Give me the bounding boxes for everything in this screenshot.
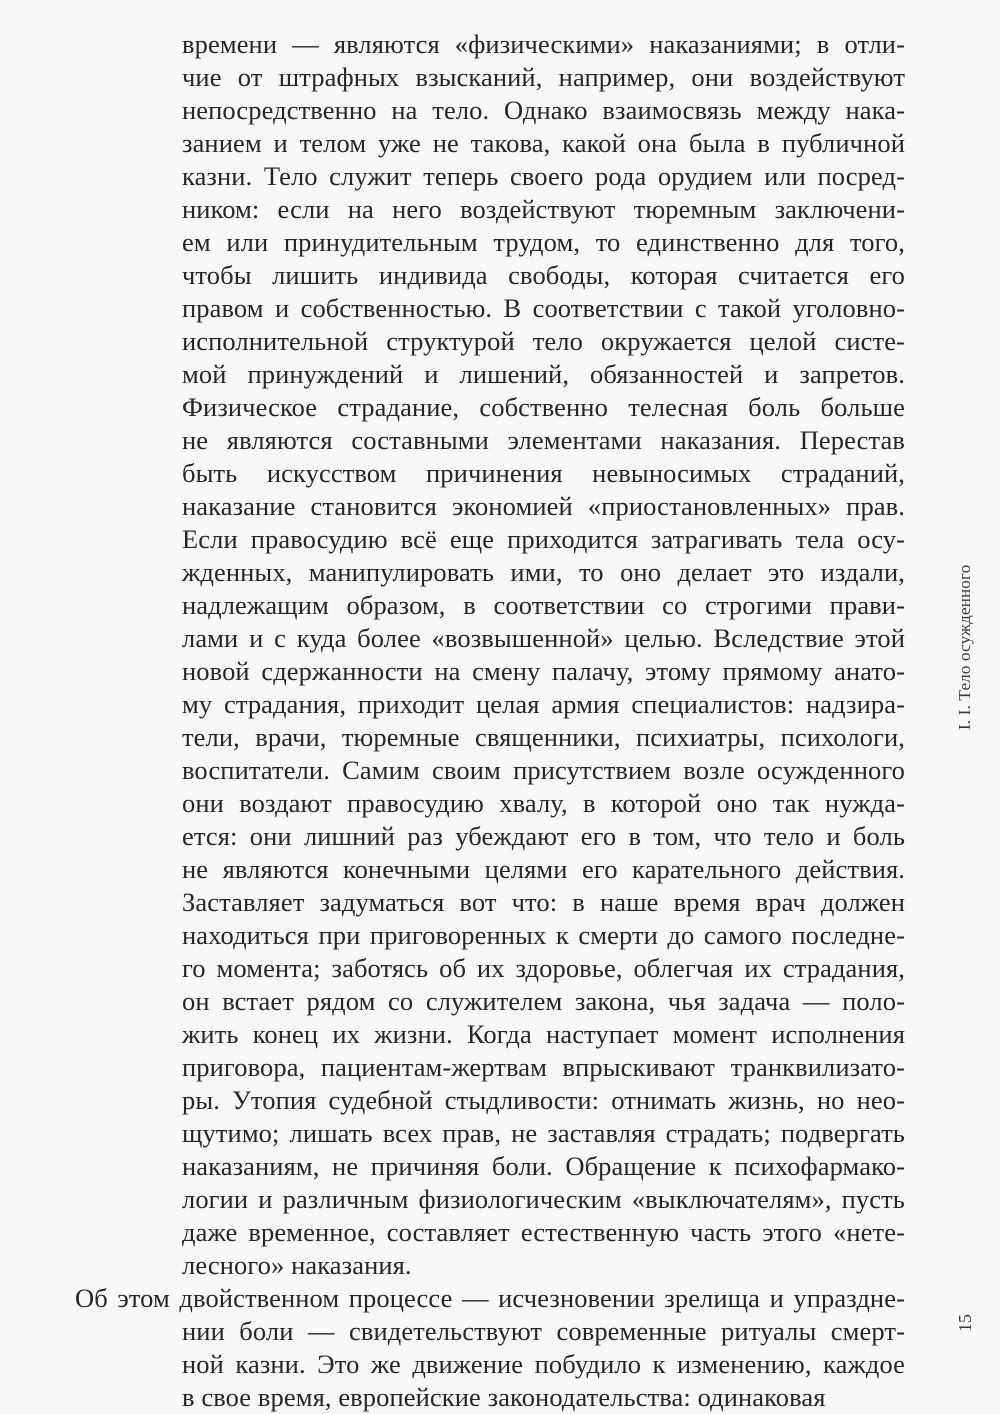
text-line: мой принуждений и лишений, обязанностей и запретов.: [182, 359, 905, 389]
text-line: му страдания, приходит целая армия специалистов: надзира-: [182, 689, 905, 719]
text-line: он встает рядом со служителем закона, чья задача — поло-: [182, 986, 905, 1016]
text-line: ником: если на него воздействуют тюремным заключени-: [182, 194, 905, 224]
text-line: наказание становится экономией «приостановленных» прав.: [182, 491, 905, 521]
text-line: правом и собственностью. В соответствии с такой уголовно-: [182, 293, 905, 323]
text-line: ем или принудительным трудом, то единственно для того,: [182, 227, 905, 257]
text-line: не являются составными элементами наказания. Перестав: [182, 425, 905, 455]
text-line: Физическое страдание, собственно телесная боль больше: [182, 392, 905, 422]
text-line: тели, врачи, тюремные священники, психиатры, психологи,: [182, 722, 905, 752]
text-line: чтобы лишить индивида свободы, которая считается его: [182, 260, 905, 290]
text-line: наказаниям, не причиняя боли. Обращение к психофармако-: [182, 1151, 905, 1181]
text-line: воспитатели. Самим своим присутствием возле осужденного: [182, 755, 905, 785]
text-line: го момента; заботясь об их здоровье, облегчая их страдания,: [182, 953, 905, 983]
text-line: исполнительной структурой тело окружается целой систе-: [182, 326, 905, 356]
text-line: быть искусством причинения невыносимых страданий,: [182, 458, 905, 488]
text-line: Если правосудию всё еще приходится затрагивать тела осу-: [182, 524, 905, 554]
text-line: Заставляет задуматься вот что: в наше время врач должен: [182, 887, 905, 917]
text-line: надлежащим образом, в соответствии со строгими прави-: [182, 590, 905, 620]
text-line: жденных, манипулировать ими, то оно делает это издали,: [182, 557, 905, 587]
page-number: 15: [955, 1314, 975, 1332]
text-line: казни. Тело служит теперь своего рода орудием или посред-: [182, 161, 905, 191]
text-line: не являются конечными целями его карательного действия.: [182, 854, 905, 884]
text-line: занием и телом уже не такова, какой она была в публичной: [182, 128, 905, 158]
running-head: I. I. Тело осужденного: [955, 564, 974, 730]
text-line: нии боли — свидетельствуют современные ритуалы смерт-: [182, 1316, 905, 1346]
text-line: непосредственно на тело. Однако взаимосвязь между нака-: [182, 95, 905, 125]
text-line: они воздают правосудию хвалу, в которой оно так нужда-: [182, 788, 905, 818]
text-line: лесного» наказания.: [182, 1250, 412, 1280]
text-line: даже временное, составляет естественную часть этого «нете-: [182, 1217, 905, 1247]
text-line: находиться при приговоренных к смерти до самого последне-: [182, 920, 905, 950]
text-line: Об этом двойственном процессе — исчезновении зрелища и упраздне-: [75, 1283, 905, 1313]
text-line: щутимо; лишать всех прав, не заставляя страдать; подвергать: [182, 1118, 905, 1148]
text-line: в свое время, европейские законодательства: одинаковая: [182, 1382, 826, 1412]
text-line: логии и различным физиологическим «выключателям», пусть: [182, 1184, 905, 1214]
text-line: новой сдержанности на смену палачу, этому прямому анато-: [182, 656, 905, 686]
text-line: времени — являются «физическими» наказаниями; в отли-: [182, 29, 905, 59]
text-line: чие от штрафных взысканий, например, они воздействуют: [182, 62, 905, 92]
text-line: приговора, пациентам-жертвам впрыскивают транквилизато-: [182, 1052, 905, 1082]
text-line: жить конец их жизни. Когда наступает момент исполнения: [182, 1019, 905, 1049]
text-line: лами и с куда более «возвышенной» целью. Вследствие этой: [182, 623, 905, 653]
text-line: ется: они лишний раз убеждают его в том, что тело и боль: [182, 821, 905, 851]
text-line: ной казни. Это же движение побудило к изменению, каждое: [182, 1349, 905, 1379]
text-line: ры. Утопия судебной стыдливости: отнимать жизнь, но нео-: [182, 1085, 905, 1115]
